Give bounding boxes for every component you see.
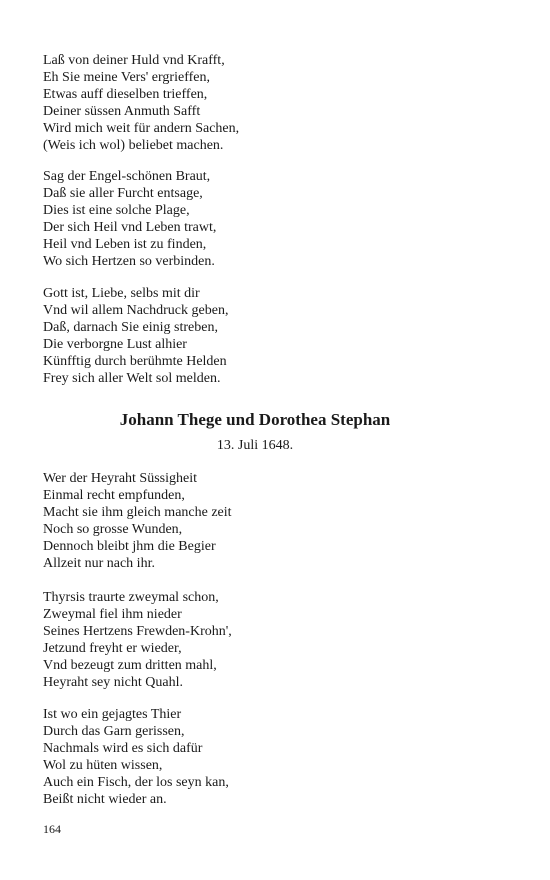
verse-line: Beißt nicht wieder an.	[43, 792, 167, 807]
poem-title: Johann Thege und Dorothea Stephan	[119, 410, 391, 429]
verse-line: Vnd bezeugt zum dritten mahl,	[43, 658, 217, 673]
verse-line: (Weis ich wol) beliebet machen.	[43, 138, 224, 153]
page-number: 164	[43, 822, 61, 836]
verse-line: Heil vnd Leben ist zu finden,	[43, 237, 207, 252]
verse-line: Noch so grosse Wunden,	[43, 522, 183, 537]
verse-line: Dies ist eine solche Plage,	[43, 203, 190, 218]
verse-line: Sag der Engel-schönen Braut,	[43, 169, 211, 184]
verse-line: Deiner süssen Anmuth Safft	[43, 104, 201, 119]
verse-line: Allzeit nur nach ihr.	[43, 556, 155, 571]
verse-line: Frey sich aller Welt sol melden.	[43, 371, 221, 386]
verse-line: Vnd wil allem Nachdruck geben,	[43, 303, 229, 318]
poem2-stanza-2	[43, 589, 232, 691]
verse-line: Heyraht sey nicht Quahl.	[43, 675, 183, 690]
verse-line: Etwas auff dieselben trieffen,	[43, 87, 208, 102]
poem2-stanza-3	[43, 706, 229, 808]
verse-line: Durch das Garn gerissen,	[43, 724, 185, 739]
verse-line: Eh Sie meine Vers' ergrieffen,	[43, 70, 210, 85]
verse-line: Daß, darnach Sie einig streben,	[43, 320, 218, 335]
verse-line: Einmal recht empfunden,	[43, 488, 185, 503]
verse-line: Dennoch bleibt jhm die Begier	[43, 539, 216, 554]
verse-line: Der sich Heil vnd Leben trawt,	[43, 220, 217, 235]
verse-line: Wo sich Hertzen so verbinden.	[43, 254, 215, 269]
verse-line: Daß sie aller Furcht entsage,	[43, 186, 203, 201]
verse-line: Thyrsis traurte zweymal schon,	[43, 590, 219, 605]
poem1-stanza-3	[43, 285, 228, 387]
verse-line: Seines Hertzens Frewden-Krohn',	[43, 624, 232, 639]
verse-line: Künfftig durch berühmte Helden	[43, 354, 227, 369]
verse-line: Nachmals wird es sich dafür	[43, 741, 203, 756]
poem2-stanza-1	[43, 470, 232, 572]
verse-line: Auch ein Fisch, der los seyn kan,	[43, 775, 229, 790]
poem-date: 13. Juli 1648.	[216, 438, 294, 453]
verse-line: Wird mich weit für andern Sachen,	[43, 121, 240, 136]
poem1-stanza-2	[43, 168, 216, 270]
verse-line: Gott ist, Liebe, selbs mit dir	[43, 286, 200, 301]
verse-line: Zweymal fiel ihm nieder	[43, 607, 182, 622]
verse-line: Wer der Heyraht Süssigheit	[43, 471, 197, 486]
verse-line: Laß von deiner Huld vnd Krafft,	[43, 53, 225, 68]
verse-line: Jetzund freyht er wieder,	[43, 641, 182, 656]
poem1-stanza-1	[43, 52, 239, 154]
verse-line: Ist wo ein gejagtes Thier	[43, 707, 182, 722]
verse-line: Macht sie ihm gleich manche zeit	[43, 505, 232, 520]
verse-line: Wol zu hüten wissen,	[43, 758, 163, 773]
verse-line: Die verborgne Lust alhier	[43, 337, 187, 352]
